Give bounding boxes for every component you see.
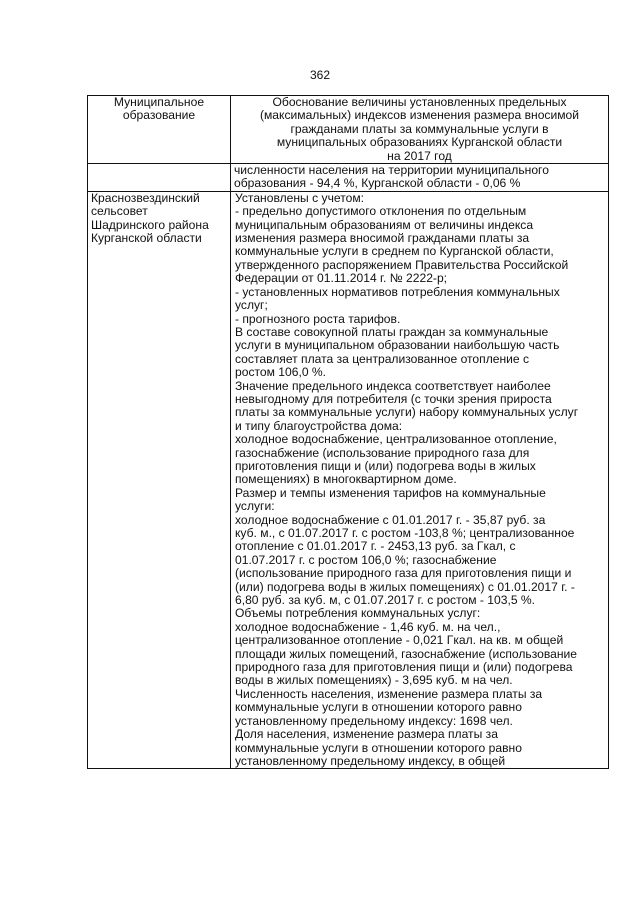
continued-line: численности населения на территории муниципального <box>234 163 549 178</box>
body-line: холодное водоснабжение - 1,46 куб. м. на чел., <box>235 619 501 634</box>
body-line: (использование природного газа для приготовления пищи и <box>235 566 572 581</box>
body-line: площади жилых помещений, газоснабжение (использование <box>235 646 578 661</box>
body-line: муниципальным образованиям от величины индекса <box>235 217 534 232</box>
header-justification-line: (максимальных) индексов изменения размера вносимой <box>259 108 580 123</box>
body-line: отопление с 01.01.2017 г. - 2453,13 руб. за Гкал, с <box>235 539 516 554</box>
body-line: установленному предельному индексу: 1698 чел. <box>235 713 513 728</box>
header-justification-line: гражданами платы за коммунальные услуги в <box>290 121 549 136</box>
justification-text <box>231 191 609 768</box>
body-line: - предельно допустимого отклонения по отдельным <box>235 204 527 219</box>
header-justification-line: на 2017 год <box>387 148 452 163</box>
body-line: - установленных нормативов потребления коммунальных <box>235 284 560 299</box>
continued-line: образования - 94,4 %, Курганской области - 0,06 % <box>234 176 521 191</box>
body-line: Размер и темпы изменения тарифов на коммунальные <box>235 485 546 500</box>
header-justification <box>231 96 609 164</box>
body-line: Значение предельного индекса соответствует наиболее <box>235 378 551 393</box>
body-line: услуги: <box>235 499 275 514</box>
body-line: и типу благоустройства дома: <box>235 418 403 433</box>
body-line: коммунальные услуги в среднем по Курганской области, <box>235 244 554 259</box>
body-line: невыгодному для потребителя (с точки зрения прироста <box>235 391 552 406</box>
body-line: Численность населения, изменение размера платы за <box>235 686 543 701</box>
body-line: централизованное отопление - 0,021 Гкал. на кв. м общей <box>235 633 564 648</box>
continued-row <box>88 164 609 192</box>
municipality-name <box>88 191 231 768</box>
body-line: Доля населения, изменение размера платы за <box>235 727 498 742</box>
body-line: куб. м., с 01.07.2017 г. с ростом -103,8 %; централизованное <box>235 526 575 540</box>
municipality-line: Курганской области <box>91 231 202 246</box>
body-line: изменения размера вносимой гражданами платы за <box>235 231 530 246</box>
body-line: коммунальные услуги в отношении которого равно <box>235 700 522 715</box>
header-justification-line: муниципальных образованиях Курганской области <box>276 135 563 150</box>
header-municipality <box>88 96 231 164</box>
body-line: составляет плата за централизованное отопление с <box>235 351 530 366</box>
body-line: приготовления пищи и (или) подогрева воды в жилых <box>235 458 536 473</box>
body-line: коммунальные услуги в отношении которого равно <box>235 740 522 755</box>
body-line: В составе совокупной платы граждан за коммунальные <box>235 324 549 339</box>
municipality-row <box>88 191 609 768</box>
body-line: газоснабжение (использование природного газа для <box>235 445 530 460</box>
body-line: (или) подогрева воды в жилых помещениях) с 01.01.2017 г. - <box>235 579 575 594</box>
municipality-line: сельсовет <box>91 204 148 219</box>
body-line: установленному предельному индексу, в общей <box>235 753 506 768</box>
municipality-line: Краснозвездинский <box>91 190 200 205</box>
body-line: природного газа для приготовления пищи и (или) подогрева <box>235 660 573 675</box>
table-header-row <box>88 96 609 164</box>
body-line: холодное водоснабжение, централизованное отопление, <box>235 432 557 447</box>
header-justification-line: Обоснование величины установленных предельных <box>272 95 567 109</box>
body-line: - прогнозного роста тарифов. <box>235 311 401 326</box>
body-line: Федерации от 01.11.2014 г. № 2222-р; <box>235 271 448 286</box>
body-line: услуги в муниципальном образовании наибольшую часть <box>235 338 560 353</box>
header-municipality-line: образование <box>122 108 196 123</box>
tariff-justification-table <box>87 95 609 769</box>
body-line: услуг; <box>235 298 268 313</box>
body-line: 01.07.2017 г. с ростом 106,0 %; газоснабжение <box>235 552 497 567</box>
body-line: Объемы потребления коммунальных услуг: <box>235 606 481 621</box>
body-line: воды в жилых помещениях) - 3,695 куб. м на чел. <box>235 673 513 688</box>
body-line: помещениях) в многоквартирном доме. <box>235 472 457 487</box>
page-number: 362 <box>309 68 331 82</box>
body-line: платы за коммунальные услуги) набору коммунальных услуг <box>235 405 579 420</box>
body-line: холодное водоснабжение с 01.01.2017 г. - 35,87 руб. за <box>235 512 546 527</box>
body-line: 6,80 руб. за куб. м, с 01.07.2017 г. с ростом - 103,5 %. <box>235 593 536 608</box>
body-line: Установлены с учетом: <box>235 190 364 205</box>
body-line: утвержденного распоряжением Правительства Российской <box>235 257 569 272</box>
body-line: ростом 106,0 %. <box>235 365 327 380</box>
header-municipality-line: Муниципальное <box>113 95 205 109</box>
municipality-line: Шадринского района <box>91 217 209 232</box>
continued-row-text <box>231 164 609 192</box>
continued-row-empty-cell <box>88 164 231 192</box>
